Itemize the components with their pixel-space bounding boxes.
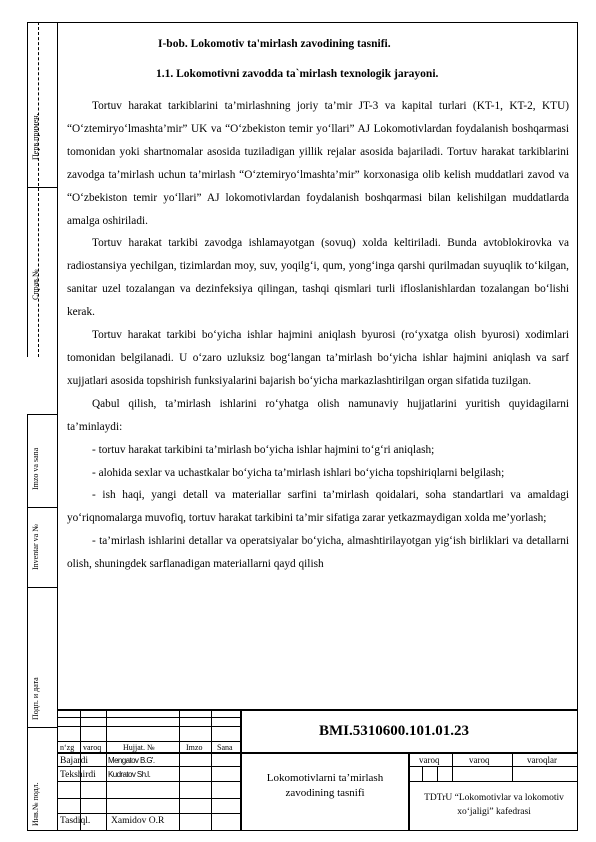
side-label-perv-primen: Перв.примен. bbox=[31, 113, 40, 160]
paragraph: Tortuv harakat tarkibi bo‘yicha ishlar hajmini aniqlash byurosi (ro‘yxatga olish byurosi) xodimlari tomonidan belgilanadi. U o‘zaro uzluksiz bog‘langan ta’mirlash bo‘yicha ishlar hajmini aniqlash va sarf xujjatlari asosida topshirish funksiyalarini bajarish bo‘yicha markazlashtirilgan organ sifatida tuzilgan. bbox=[67, 329, 569, 387]
role-tekshirdi: Tekshirdi bbox=[60, 770, 96, 780]
section-title: 1.1. Lokomotivni zavodda ta`mirlash texnologik jarayoni. bbox=[156, 68, 439, 80]
paragraph: Qabul qilish, ta’mirlash ishlarini ro‘yhatga olish namunaviy hujjatlarini yuritish quyidagilarni ta’minlaydi: bbox=[67, 397, 569, 433]
stamp-title: Lokomotivlarni ta’mirlash zavodining tasnifi bbox=[266, 772, 384, 799]
paragraph: Tortuv harakat tarkiblarini ta’mirlashning joriy ta’mir JT-3 va kapital turlari (KT-1, KT-2, KTU) “O‘ztemiryo‘lmashta’mir” UK va “O‘zbekiston temir yo‘llari” AJ Lokomotivlardan foydalanish boshqarmasi tomonidan yoki shartnomalar asosida tuziladigan yillik rejalar asosida bajariladi. Tortuv harakat tarkiblarini zavodga ta’mirlash uchun ta’mirlash “O‘ztemiryo‘lmashta’mir” korxonasiga olib kelish muddatlari zavod va “O‘zbekiston temir yo‘llari” AJ lokomotivlardan foydalanish boshqarmasi bilan kelishilgan muddatlarda amalga oshiriladi. bbox=[67, 100, 569, 227]
side-label-imzo-sana: Imzo va sana bbox=[31, 447, 40, 490]
list-item: - alohida sexlar va uchastkalar bo‘yicha ta’mirlash ishlari bo‘yicha topshiriqlarni belgilash; bbox=[92, 466, 505, 479]
col-header-sana: Sana bbox=[217, 743, 233, 752]
sheet-header-varoqlar: varoqlar bbox=[527, 755, 557, 765]
side-label-inventar: Inventar va № bbox=[31, 524, 40, 570]
chapter-title: I-bob. Lokomotiv ta'mirlash zavodining tasnifi. bbox=[158, 38, 391, 50]
role-tasdiql: Tasdiql. bbox=[60, 816, 91, 826]
sheet-header-varoq-2: varoq bbox=[469, 755, 490, 765]
organization: TDTrU “Lokomotivlar va lokomotiv xo‘jaligi” kafedrasi bbox=[424, 793, 564, 817]
body-text bbox=[67, 95, 569, 576]
side-label-sprav: Справ.№ bbox=[31, 269, 40, 300]
side-label-podp-data: Подп. и дата bbox=[31, 677, 40, 720]
side-box-perv-primen bbox=[27, 22, 57, 187]
doc-code: BMI.5310600.101.01.23 bbox=[319, 723, 469, 739]
sheet-header-varoq: varoq bbox=[419, 755, 440, 765]
paragraph: Tortuv harakat tarkibi zavodga ishlamayotgan (sovuq) xolda keltiriladi. Bunda avtoblokirovka va radiostansiya yechilgan, tizimlardan moy, suv, yoqilg‘i, qum, yong‘inga qarshi qurilmadan suyuqlik to‘kilgan, sanitar uzel tozalangan va dezinfeksiya qilingan, tashqi qismlari turli ifloslanishlardan tozalangan bo‘lishi kerak. bbox=[67, 237, 569, 319]
role-bajardi: Bajardi bbox=[60, 756, 88, 766]
dashed-edge bbox=[27, 22, 29, 357]
name-tekshirdi: Kudratov Sh.I. bbox=[108, 770, 151, 779]
col-header-varoq: varoq bbox=[83, 743, 102, 752]
col-header-nzg: n‘zg bbox=[60, 743, 75, 752]
side-label-inv-podl: Инв.№ подл. bbox=[31, 782, 40, 826]
col-header-hujjat: Hujjat. № bbox=[123, 743, 155, 752]
col-header-imzo: Imzo bbox=[186, 743, 203, 752]
name-bajardi: Mengatov B.G'. bbox=[108, 756, 155, 765]
dashed-divider bbox=[38, 22, 40, 357]
title-block bbox=[57, 709, 578, 831]
list-item: - ta’mirlash ishlarini detallar va operatsiyalar bo‘yicha, almashtirilayotgan yig‘ish birliklari va detallarni olish, shuningdek sarflanadigan materiallarni qayd qilish bbox=[67, 535, 569, 571]
list-item: - ish haqi, yangi detall va materiallar sarfini ta’mirlash qoidalari, soha standartlari va amaldagi yo‘riqnomalarga muvofiq, tortuv harakat tarkibini ta’mir sifatiga zarar yetkazmaydigan xolda me’yorlash; bbox=[67, 489, 569, 525]
name-tasdiql: Xamidov O.R bbox=[111, 816, 165, 826]
list-item: - tortuv harakat tarkibini ta’mirlash bo‘yicha ishlar hajmini to‘g‘ri aniqlash; bbox=[92, 443, 435, 456]
